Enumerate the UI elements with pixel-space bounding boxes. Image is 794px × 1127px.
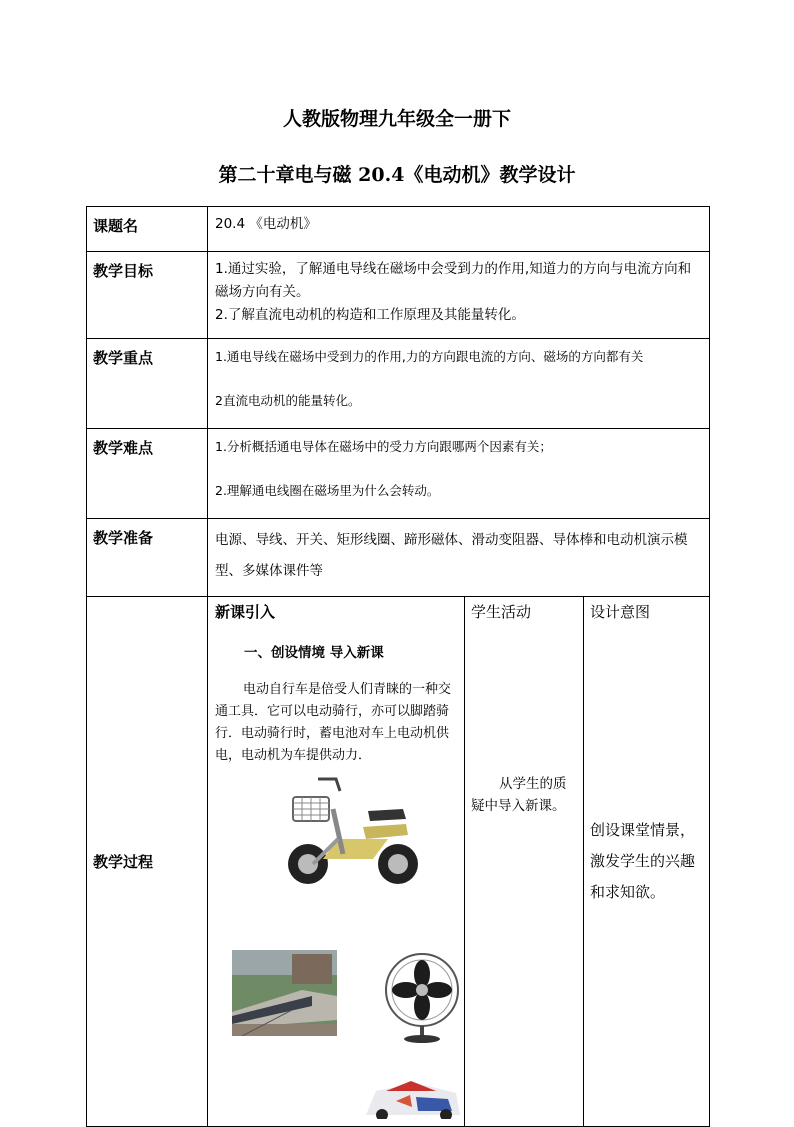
row-prep xyxy=(87,519,710,597)
design-intent-text: 创设课堂情景，激发学生的兴趣和求知欲。 xyxy=(590,821,696,901)
electric-scooter-image xyxy=(278,769,428,891)
difficulty-label: 教学难点 xyxy=(87,429,208,519)
prep-label: 教学准备 xyxy=(87,519,208,597)
difficulty-item: 2.理解通电线圈在磁场里为什么会转动。 xyxy=(215,483,440,498)
topic-label: 课题名 xyxy=(87,207,208,252)
toy-car-image xyxy=(356,1077,466,1119)
row-process xyxy=(87,597,710,1127)
process-content-cell xyxy=(208,597,465,1127)
student-activity-cell xyxy=(465,597,584,1127)
process-lead: 新课引入 xyxy=(215,603,276,621)
goal-item: 1.通过实验，了解通电导线在磁场中会受到力的作用,知道力的方向与电流方向和磁场方向有关。 xyxy=(215,261,692,300)
goals-value xyxy=(208,252,710,339)
student-activity-text: 从学生的质疑中导入新课。 xyxy=(471,776,567,814)
tram-image xyxy=(232,950,337,1036)
topic-value: 20.4 《电动机》 xyxy=(208,207,710,252)
electric-fan-image xyxy=(380,952,464,1044)
key-value xyxy=(208,339,710,429)
row-topic xyxy=(87,207,710,252)
key-item: 1.通电导线在磁场中受到力的作用,力的方向跟电流的方向、磁场的方向都有关 xyxy=(215,349,644,364)
page-title: 人教版物理九年级全一册下 xyxy=(282,108,511,130)
process-paragraph: 电动自行车是倍受人们青睐的一种交通工具．它可以电动骑行，亦可以脚踏骑行．电动骑行时，蓄电池对车上电动机供电，电动机为车提供动力． xyxy=(215,682,452,763)
key-item: 2直流电动机的能量转化。 xyxy=(215,393,361,408)
design-intent-header: 设计意图 xyxy=(590,603,651,621)
row-difficulty xyxy=(87,429,710,519)
student-activity-header: 学生活动 xyxy=(471,603,532,621)
process-section: 一、创设情境 导入新课 xyxy=(244,645,384,661)
lesson-table xyxy=(86,206,710,1127)
prep-value: 电源、导线、开关、矩形线圈、蹄形磁体、滑动变阻器、导体棒和电动机演示模型、多媒体课件等 xyxy=(208,519,710,597)
difficulty-value xyxy=(208,429,710,519)
page-subtitle: 第二十章电与磁 20.4《电动机》教学设计 xyxy=(218,164,576,186)
row-goals xyxy=(87,252,710,339)
process-label: 教学过程 xyxy=(87,597,208,1127)
difficulty-item: 1.分析概括通电导体在磁场中的受力方向跟哪两个因素有关； xyxy=(215,439,552,454)
design-intent-cell xyxy=(584,597,710,1127)
goal-item: 2.了解直流电动机的构造和工作原理及其能量转化。 xyxy=(215,307,525,323)
goals-label: 教学目标 xyxy=(87,252,208,339)
key-label: 教学重点 xyxy=(87,339,208,429)
row-key xyxy=(87,339,710,429)
